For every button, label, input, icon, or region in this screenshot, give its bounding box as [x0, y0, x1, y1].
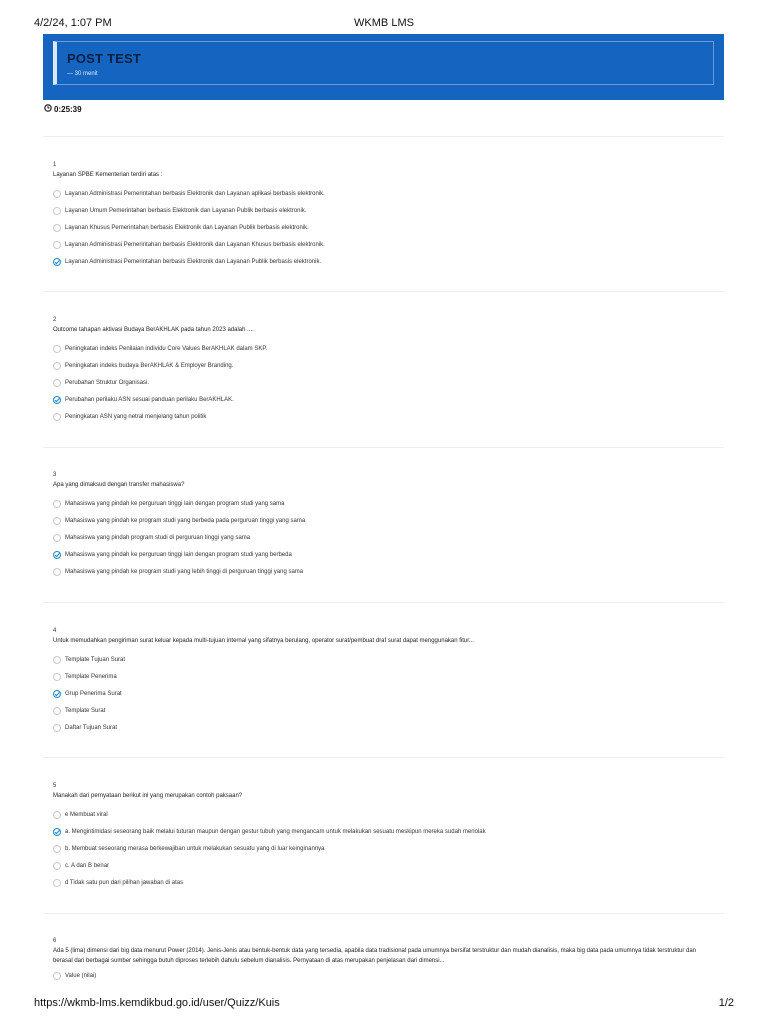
checkmark-icon [53, 551, 61, 559]
option-label: Mahasiswa yang pindah ke perguruan tinggi lain dengan program studi yang berbeda [65, 551, 292, 558]
answer-options [53, 651, 713, 736]
option-label: Grup Penerima Surat [65, 690, 122, 697]
answer-option[interactable] [53, 236, 713, 253]
question-6 [53, 938, 713, 984]
radio-button[interactable] [53, 207, 61, 215]
answer-options [53, 806, 713, 891]
option-label: Layanan Administrasi Pemerintahan berbasis Elektronik dan Layanan aplikasi berbasis elektronik. [65, 190, 325, 197]
clock-icon [44, 104, 52, 114]
radio-button[interactable] [53, 534, 61, 542]
radio-button[interactable] [53, 345, 61, 353]
question-1 [53, 162, 713, 270]
answer-option[interactable] [53, 874, 713, 891]
radio-button[interactable] [53, 707, 61, 715]
option-label: Layanan Khusus Pemerintahan berbasis Elektronik dan Layanan Publik berbasis elektronik. [65, 224, 309, 231]
question-3 [53, 472, 713, 580]
radio-button[interactable] [53, 568, 61, 576]
answer-option[interactable] [53, 806, 713, 823]
answer-option[interactable] [53, 857, 713, 874]
answer-option[interactable] [53, 840, 713, 857]
post-test-banner [43, 34, 724, 100]
radio-button[interactable] [53, 241, 61, 249]
question-2 [53, 317, 713, 425]
option-label: Layanan Administrasi Pemerintahan berbasis Elektronik dan Layanan Khusus berbasis elektronik. [65, 241, 325, 248]
radio-button[interactable] [53, 379, 61, 387]
question-text: Outcome tahapan aktivasi Budaya BerAKHLAK pada tahun 2023 adalah .... [53, 327, 254, 333]
option-label: Template Surat [65, 707, 106, 714]
checkmark-icon [53, 690, 61, 698]
question-number: 1 [53, 162, 57, 168]
radio-button[interactable] [53, 500, 61, 508]
question-text: Manakah dari pernyataan berikut ini yang merupakan contoh paksaan? [53, 793, 243, 799]
question-text: Ada 5 (lima) dimensi dari big data menurut Power (2014). Jenis-Jenis atau bentuk-bentuk data yang tersedia, apabila data tradisional pada umumnya bersifat terstruktur dan mudah dianalisis, maka big data pada umumnya tidak terstruktur dan berasal dari berbagai sumber sehingga butuh diproses terlebih dahulu sebelum dianalisis. Pernyataan di atas merupakan penjelasan dari dimensi... [53, 948, 697, 964]
answer-option[interactable] [53, 374, 713, 391]
answer-option[interactable] [53, 668, 713, 685]
option-label: Perubahan perilaku ASN sesuai panduan perilaku BerAKHLAK. [65, 396, 234, 403]
page-url: https://wkmb-lms.kemdikbud.go.id/user/Quizz/Kuis [34, 997, 280, 1009]
radio-button[interactable] [53, 258, 61, 266]
checkmark-icon [53, 828, 61, 836]
answer-option[interactable] [53, 340, 713, 357]
option-label: d Tidak satu pun dari pilihan jawaban di atas [65, 879, 184, 886]
question-number: 5 [53, 783, 57, 789]
option-label: Mahasiswa yang pindah ke program studi yang lebih tinggi di perguruan tinggi yang sama [65, 568, 304, 575]
question-number: 4 [53, 628, 57, 634]
print-title: WKMB LMS [354, 17, 414, 29]
answer-options [53, 495, 713, 580]
answer-option[interactable] [53, 495, 713, 512]
option-label: Layanan Umum Pemerintahan berbasis Elektronik dan Layanan Publik berbasis elektronik. [65, 207, 307, 214]
question-text: Apa yang dimaksud dengan transfer mahasiswa? [53, 482, 185, 488]
option-label: Perubahan Struktur Organisasi. [65, 379, 150, 386]
divider [43, 913, 724, 914]
option-label: Mahasiswa yang pindah ke perguruan tinggi lain dengan program studi yang sama [65, 500, 285, 507]
print-header [34, 17, 734, 31]
radio-button[interactable] [53, 656, 61, 664]
radio-button[interactable] [53, 724, 61, 732]
answer-options [53, 185, 713, 270]
answer-option[interactable] [53, 651, 713, 668]
radio-button[interactable] [53, 362, 61, 370]
page-number: 1/2 [718, 997, 734, 1009]
answer-option[interactable] [53, 202, 713, 219]
checkmark-icon [53, 396, 61, 404]
answer-option[interactable] [53, 563, 713, 580]
option-label: Template Tujuan Surat [65, 656, 126, 663]
radio-button[interactable] [53, 972, 61, 980]
answer-option[interactable] [53, 546, 713, 563]
option-label: Layanan Administrasi Pemerintahan berbasis Elektronik dan Layanan Publik berbasis elektronik. [65, 258, 322, 265]
answer-option[interactable] [53, 823, 713, 840]
divider [43, 291, 724, 292]
answer-option[interactable] [53, 702, 713, 719]
radio-button[interactable] [53, 828, 61, 836]
option-label: a. Mengintimidasi seseorang baik melalui tuturan maupun dengan gestur tubuh yang mengancam untuk melakukan sesuatu meskipun mereka sudah menolak [65, 828, 486, 835]
timer-value: 0:25:39 [54, 104, 82, 114]
answer-option[interactable] [53, 185, 713, 202]
radio-button[interactable] [53, 551, 61, 559]
question-text: Untuk memudahkan pengiriman surat keluar kepada multi-tujuan internal yang sifatnya berulang, operator surat/pembuat draf surat dapat menggunakan fitur... [53, 638, 474, 644]
duration-subtitle: — 30 menit [67, 71, 98, 77]
option-label: Peningkatan indeks Penilaian individu Core Values BerAKHLAK dalam SKP. [65, 345, 268, 352]
option-label: Mahasiswa yang pindah program studi di perguruan tinggi yang sama [65, 534, 251, 541]
divider [43, 136, 724, 137]
option-label: Mahasiswa yang pindah ke program studi yang berbeda pada perguruan tinggi yang sama [65, 517, 306, 524]
question-5 [53, 783, 713, 891]
answer-options [53, 340, 713, 425]
answer-option[interactable] [53, 967, 713, 984]
option-label: b. Membuat seseorang merasa berkewajiban untuk melakukan sesuatu yang di luar keinginannya [65, 845, 325, 852]
radio-button[interactable] [53, 690, 61, 698]
question-number: 6 [53, 938, 57, 944]
answer-option[interactable] [53, 529, 713, 546]
answer-option[interactable] [53, 391, 713, 408]
option-label: Peningkatan ASN yang netral menjelang tahun politik [65, 413, 207, 420]
question-text: Layanan SPBE Kementerian terdiri atas : [53, 172, 163, 178]
checkmark-icon [53, 258, 61, 266]
radio-button[interactable] [53, 396, 61, 404]
question-number: 2 [53, 317, 57, 323]
radio-button[interactable] [53, 879, 61, 887]
radio-button[interactable] [53, 224, 61, 232]
answer-option[interactable] [53, 719, 713, 736]
answer-option[interactable] [53, 253, 713, 270]
divider [43, 447, 724, 448]
option-label: Daftar Tujuan Surat [65, 724, 118, 731]
radio-button[interactable] [53, 862, 61, 870]
question-4 [53, 628, 713, 736]
answer-options [53, 967, 713, 984]
option-label: e Membuat viral [65, 811, 108, 818]
radio-button[interactable] [53, 845, 61, 853]
answer-option[interactable] [53, 219, 713, 236]
countdown-timer [44, 104, 82, 114]
radio-button[interactable] [53, 517, 61, 525]
print-footer [34, 997, 734, 1011]
option-label: Template Penerima [65, 673, 117, 680]
answer-option[interactable] [53, 408, 713, 425]
radio-button[interactable] [53, 811, 61, 819]
answer-option[interactable] [53, 685, 713, 702]
divider [43, 757, 724, 758]
option-label: c. A dan B benar [65, 862, 110, 869]
question-number: 3 [53, 472, 57, 478]
radio-button[interactable] [53, 190, 61, 198]
radio-button[interactable] [53, 673, 61, 681]
answer-option[interactable] [53, 512, 713, 529]
banner-inner [53, 41, 714, 85]
page-title: POST TEST [67, 51, 142, 66]
option-label: Value (nilai) [65, 972, 97, 979]
option-label: Peningkatan indeks budaya BerAKHLAK & Employer Branding. [65, 362, 234, 369]
divider [43, 602, 724, 603]
print-date: 4/2/24, 1:07 PM [34, 17, 112, 29]
radio-button[interactable] [53, 413, 61, 421]
answer-option[interactable] [53, 357, 713, 374]
